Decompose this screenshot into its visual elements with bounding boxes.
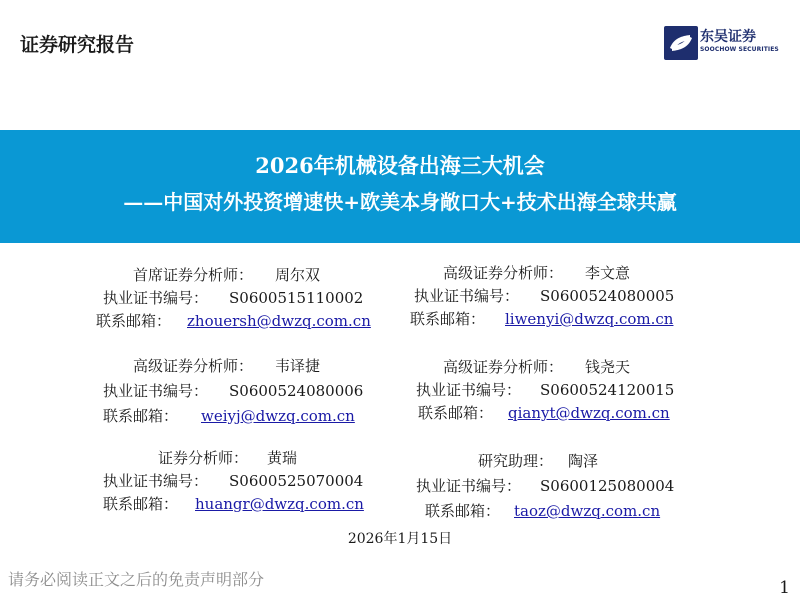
logo-chinese-name: 东吴证券: [700, 29, 756, 45]
cert-number: S0600524080006: [229, 382, 364, 400]
email-link[interactable]: zhouersh@dwzq.com.cn: [187, 312, 371, 330]
analyst-role: 高级证券分析师：: [443, 358, 564, 376]
email-label: 联系邮箱：: [425, 502, 501, 520]
analyst-name: 陶泽: [568, 452, 599, 470]
cert-number: S0600125080004: [540, 477, 675, 495]
report-subtitle: ——中国对外投资增速快+欧美本身敞口大+技术出海全球共赢: [123, 190, 677, 214]
analyst-role: 首席证券分析师：: [133, 266, 254, 284]
analyst-name: 韦译捷: [275, 357, 321, 375]
analyst-name: 周尔双: [275, 266, 321, 284]
analyst-role: 高级证券分析师：: [133, 357, 254, 375]
email-label: 联系邮箱：: [103, 407, 179, 425]
email-link[interactable]: liwenyi@dwzq.com.cn: [505, 310, 674, 328]
email-link[interactable]: weiyj@dwzq.com.cn: [201, 407, 355, 425]
disclaimer-text: 请务必阅读正文之后的免责声明部分: [8, 570, 265, 589]
analyst-name: 李文意: [585, 264, 631, 282]
analyst-block-left-1: [90, 264, 380, 333]
email-link[interactable]: huangr@dwzq.com.cn: [195, 495, 364, 513]
email-label: 联系邮箱：: [103, 495, 179, 513]
analyst-block-left-2: [90, 355, 380, 428]
cert-number: S0600525070004: [229, 472, 364, 490]
email-label: 联系邮箱：: [410, 310, 486, 328]
email-label: 联系邮箱：: [418, 404, 494, 422]
cert-number: S0600524120015: [540, 381, 675, 399]
cert-label: 执业证书编号：: [103, 472, 209, 490]
page-number: 1: [779, 578, 790, 598]
report-type-title: 证券研究报告: [20, 34, 135, 56]
analyst-name: 钱尧天: [585, 358, 631, 376]
cert-label: 执业证书编号：: [103, 289, 209, 307]
analyst-role: 证券分析师：: [158, 449, 249, 467]
company-logo: [664, 22, 786, 62]
cert-label: 执业证书编号：: [416, 381, 522, 399]
email-link[interactable]: taoz@dwzq.com.cn: [514, 502, 661, 520]
soochow-logo-icon: [664, 26, 698, 60]
cert-number: S0600515110002: [229, 289, 364, 307]
cert-label: 执业证书编号：: [103, 382, 209, 400]
report-title: 2026年机械设备出海三大机会: [255, 153, 545, 178]
cert-label: 执业证书编号：: [414, 287, 520, 305]
cert-label: 执业证书编号：: [416, 477, 522, 495]
email-label: 联系邮箱：: [96, 312, 172, 330]
analyst-block-right-3: [400, 450, 690, 523]
analyst-role: 高级证券分析师：: [443, 264, 564, 282]
analyst-block-right-1: [400, 262, 690, 331]
email-link[interactable]: qianyt@dwzq.com.cn: [508, 404, 670, 422]
analyst-block-left-3: [90, 447, 380, 516]
logo-english-name: SOOCHOW SECURITIES: [700, 46, 779, 53]
analyst-block-right-2: [400, 356, 690, 425]
report-date: 2026年1月15日: [347, 531, 453, 547]
title-banner: [0, 130, 800, 243]
analyst-role: 研究助理：: [478, 452, 554, 470]
cert-number: S0600524080005: [540, 287, 675, 305]
analyst-name: 黄瑞: [267, 449, 298, 467]
